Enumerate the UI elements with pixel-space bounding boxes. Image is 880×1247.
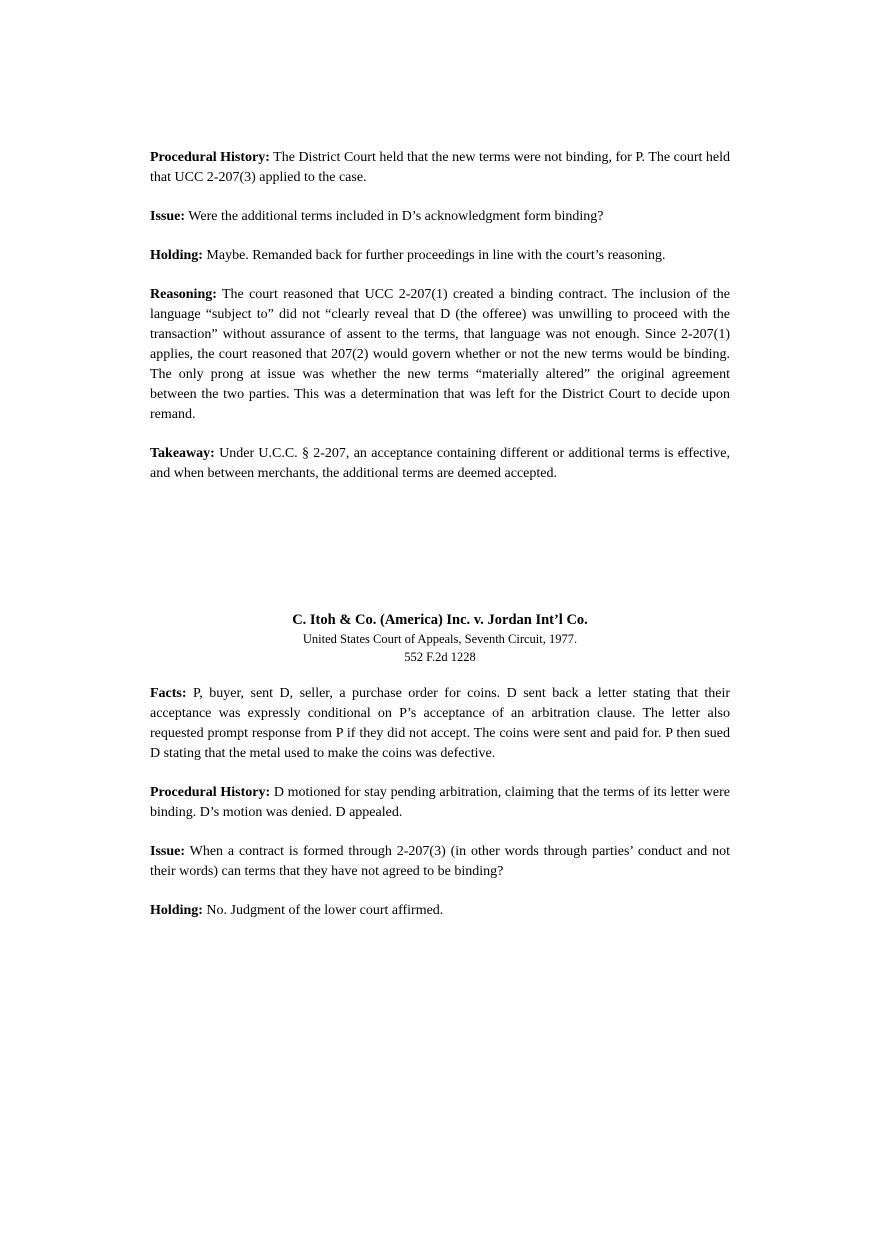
reasoning-paragraph bbox=[150, 285, 730, 425]
case-citation: 552 F.2d 1228 bbox=[404, 650, 476, 664]
facts-paragraph bbox=[150, 684, 730, 764]
document-page bbox=[150, 148, 730, 921]
paragraph-text: When a contract is formed through 2-207(3) (in other words through parties’ conduct and not their words) can terms that they have not agreed to be binding? bbox=[150, 844, 730, 879]
paragraph-text: The District Court held that the new terms were not binding, for P. The court held that UCC 2-207(3) applied to the case. bbox=[150, 150, 730, 185]
case-title: C. Itoh & Co. (America) Inc. v. Jordan Int’l Co. bbox=[292, 612, 588, 628]
paragraph-label: Holding: bbox=[150, 248, 203, 263]
paragraph-label: Holding: bbox=[150, 903, 203, 918]
takeaway-paragraph bbox=[150, 444, 730, 484]
paragraph-text: P, buyer, sent D, seller, a purchase order for coins. D sent back a letter stating that their acceptance was expressly conditional on P’s acceptance of an arbitration clause. The letter also requested prompt response from P if they did not accept. The coins were sent and paid for. P then sued D stating that the metal used to make the coins was defective. bbox=[150, 686, 730, 761]
holding-paragraph bbox=[150, 246, 730, 266]
paragraph-label: Procedural History: bbox=[150, 785, 271, 800]
paragraph-text: D motioned for stay pending arbitration, claiming that the terms of its letter were binding. D’s motion was denied. D appealed. bbox=[150, 785, 730, 820]
issue-paragraph bbox=[150, 207, 730, 227]
paragraph-label: Reasoning: bbox=[150, 287, 217, 302]
procedural-history-paragraph bbox=[150, 783, 730, 823]
holding-paragraph bbox=[150, 901, 730, 921]
paragraph-label: Procedural History: bbox=[150, 150, 270, 165]
paragraph-text: No. Judgment of the lower court affirmed. bbox=[202, 903, 444, 918]
paragraph-label: Takeaway: bbox=[150, 446, 215, 461]
paragraph-text: The court reasoned that UCC 2-207(1) created a binding contract. The inclusion of the language “subject to” did not “clearly reveal that D (the offeree) was unwilling to proceed with the transaction” without assurance of assent to the terms, that language was not enough. Since 2-207(1) applies, the court reasoned that 207(2) would govern whether or not the new terms would be binding. The only prong at issue was whether the new terms “materially altered” the original agreement between the two parties. This was a determination that was left for the District Court to decide upon remand. bbox=[150, 287, 730, 422]
procedural-history-paragraph bbox=[150, 148, 730, 188]
case-court: United States Court of Appeals, Seventh Circuit, 1977. bbox=[302, 632, 578, 646]
paragraph-text: Under U.C.C. § 2-207, an acceptance containing different or additional terms is effective, and when between merchants, the additional terms are deemed accepted. bbox=[150, 446, 730, 481]
paragraph-text: Maybe. Remanded back for further proceedings in line with the court’s reasoning. bbox=[202, 248, 666, 263]
paragraph-text: Were the additional terms included in D’s acknowledgment form binding? bbox=[185, 209, 604, 224]
paragraph-label: Issue: bbox=[150, 844, 186, 859]
case-header bbox=[150, 610, 730, 666]
paragraph-label: Facts: bbox=[150, 686, 187, 701]
paragraph-label: Issue: bbox=[150, 209, 186, 224]
issue-paragraph bbox=[150, 842, 730, 882]
